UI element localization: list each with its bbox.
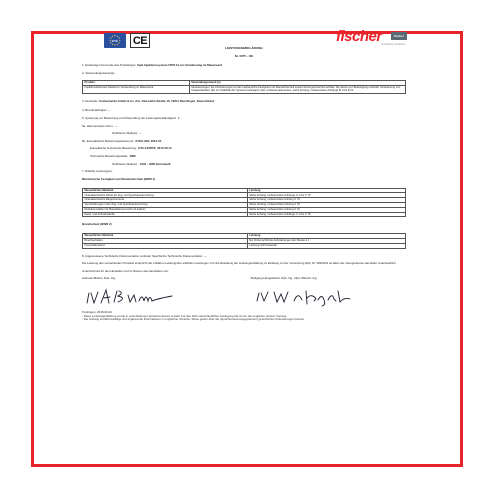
s1-value: Upat Injektionssystem UPM 44 zur Verankerung im Mauerwerk: [136, 63, 223, 68]
use-table-product: Injektionsdübel aus Metall zur Verwendung im Mauerwerk: [83, 85, 190, 93]
signer-2-name: Wolfgang Hengesbach, Dipl.-Ing., Dipl.-Wirtsch.-Ing.: [250, 276, 318, 281]
signature-1-icon: [84, 287, 179, 307]
footer-notes: [82, 315, 406, 322]
fire-heading: Brandschutz (BWR 2): [82, 222, 112, 227]
place-date: Tumlingen, 2015-09-24: [82, 310, 112, 315]
footer-note-2: - Der Anhang enthält freiwillige und ergänzende Informationen in englischer Sprache. Diese gehen über die (sprachneutral angegebenen) gesetzlichen Anforderungen hinaus.: [82, 317, 305, 322]
fire-table-header-feature: Wesentliches Merkmal: [83, 234, 248, 239]
s6a-label: 6a. Harmonisierte Norm:: [82, 123, 114, 128]
fire-table: [82, 233, 406, 248]
signed-for: Unterzeichnet für den Hersteller und im Namen des Herstellers von:: [82, 268, 169, 273]
table-row: [83, 212, 406, 217]
fischer-wordmark: fischer: [336, 28, 382, 45]
fischer-badge: fischer: [391, 32, 407, 40]
declaration-document: [82, 46, 406, 322]
s3-value: fischerwerke GmbH & Co. KG, Otto-Hahn-Straße 15, 79211 Denzlingen, Deutschland: [99, 98, 215, 103]
s6b-ns-label: Notifizierte Stelle(n):: [112, 161, 139, 166]
fire-performance: Leistung nicht bewertet: [247, 243, 405, 248]
ce-mark: CE: [130, 33, 150, 48]
responsibility-statement: Die Leistung des vorstehenden Produkts entspricht der erklärten Leistung/den erklärten Leistungen. Für die Erstellung der Leistungserklärung im Einklang mit der Verordnung (EU) Nr. 305/2011 ist allein der obengenannte Hersteller verantwortlich.: [82, 261, 397, 266]
mech-performance: Siehe Anhang, insbesondere Anhang C 76: [247, 207, 405, 212]
use-table-header-purpose: Verwendungszweck (e): [189, 80, 405, 85]
s6b-eta-value: ETA-13/0555; 2015-09-11: [138, 146, 172, 151]
mech-table-header-feature: Wesentliches Merkmal: [83, 188, 248, 193]
section-8: 8. Angemessene Technische Dokumentation und/oder Spezifische Technische Dokumentation: ---: [82, 253, 207, 258]
signature-2-icon: [254, 287, 364, 307]
mech-feature: Charakteristische Werte für Zug- und Querbeanspruchung: [83, 193, 248, 198]
s6b-value: ETAG 029; 2013-04: [135, 138, 162, 143]
section-4: 4. Bevollmächtigter: --: [82, 108, 111, 113]
mech-feature: Reduktionsfaktor für Baustellenversuche (ß-Faktor): [83, 207, 248, 212]
s6a-value: ---: [115, 123, 118, 128]
s5-label: 5. System(e) zur Bewertung und Überprüfung der Leistungsbeständigkeit:: [82, 115, 177, 120]
mech-performance: Siehe Anhang, insbesondere Anhang C 76: [247, 202, 405, 207]
s6b-tab-value: DIBt: [129, 154, 136, 158]
use-table-purpose: Verankerungen, die Anforderungen an die mechanische Festigkeit und Standsicherheit sowie Nutzungssicherheit erfüllen Sie dienen zur Befestigung und/oder Verankerung von Tragwerksteilen (die zur Stabilität der Systeme beitragen) oder schweren Elementen, siehe Anhang, insbesondere Anhänge B 1 bis B 12: [189, 85, 405, 93]
section-2: 2. Verwendungszweck(e):: [82, 71, 116, 76]
document-title: LEISTUNGSERKLÄRUNG: [225, 46, 263, 50]
mech-performance: Siehe Anhang, insbesondere Anhang C 76: [247, 198, 405, 203]
mech-feature: Charakteristische Biegemomente: [83, 198, 248, 203]
s6b-tab-label: Technische Bewertungsstelle:: [90, 154, 129, 158]
section-7: 7. Erklärte Leistung(en):: [82, 169, 113, 174]
signature-row: [82, 281, 406, 307]
use-table: [82, 80, 406, 94]
mech-performance: Siehe Anhang, insbesondere Anhänge C 1 bis C 75: [247, 212, 405, 217]
s6b-eta-label: Europäische Technische Bewertung:: [90, 146, 137, 151]
fire-feature: Brandverhalten: [83, 238, 248, 243]
mech-table-header-performance: Leistung: [247, 188, 405, 193]
fischer-tagline: innovative solutions: [381, 42, 406, 46]
use-table-header-product: Produkt: [83, 80, 190, 85]
document-number: Nr. 0075 – DE: [234, 53, 254, 58]
mech-performance: Siehe Anhang, insbesondere Anhänge C 1 bis C 75: [247, 193, 405, 198]
s1-label: 1. Eindeutiger Kenncode des Produkttyps:: [82, 63, 136, 68]
section-6a-notified: Notifizierte Stelle(n): ---: [112, 131, 142, 136]
s5-value: 1: [177, 115, 180, 120]
mech-table: [82, 188, 406, 218]
mech-feature: Verschiebungen unter Zug- und Querbeanspruchung: [83, 202, 248, 207]
fire-performance: Der Dübel erfüllt die Anforderungen der Klasse A 1: [247, 238, 405, 243]
eta-logo-text: ETA: [112, 38, 118, 43]
s6b-label: 6b. Europäisches Bewertungsdokument:: [82, 138, 134, 143]
footer-note-1: - Diese Leistungserklärung wurde in verschiedenen Sprachversionen erstellt. Für den Fall unterschiedlicher Auslegung hat immer die englische Version Vorrang.: [82, 313, 288, 318]
s6b-ns-value: 1343 – MPA Darmstadt: [139, 161, 171, 166]
mech-feature: Rand- und Achsabstände: [83, 212, 248, 217]
mech-heading: Mechanische Festigkeit und Standsicherheit (BWR 1): [82, 176, 156, 181]
fire-feature: Feuerwiderstand: [83, 243, 248, 248]
table-row: [83, 243, 406, 248]
fire-table-header-performance: Leistung: [247, 234, 405, 239]
signer-1-name: Andreas Bucher, Dipl.-Ing.: [82, 276, 116, 281]
s3-label: 3. Hersteller:: [82, 98, 99, 103]
